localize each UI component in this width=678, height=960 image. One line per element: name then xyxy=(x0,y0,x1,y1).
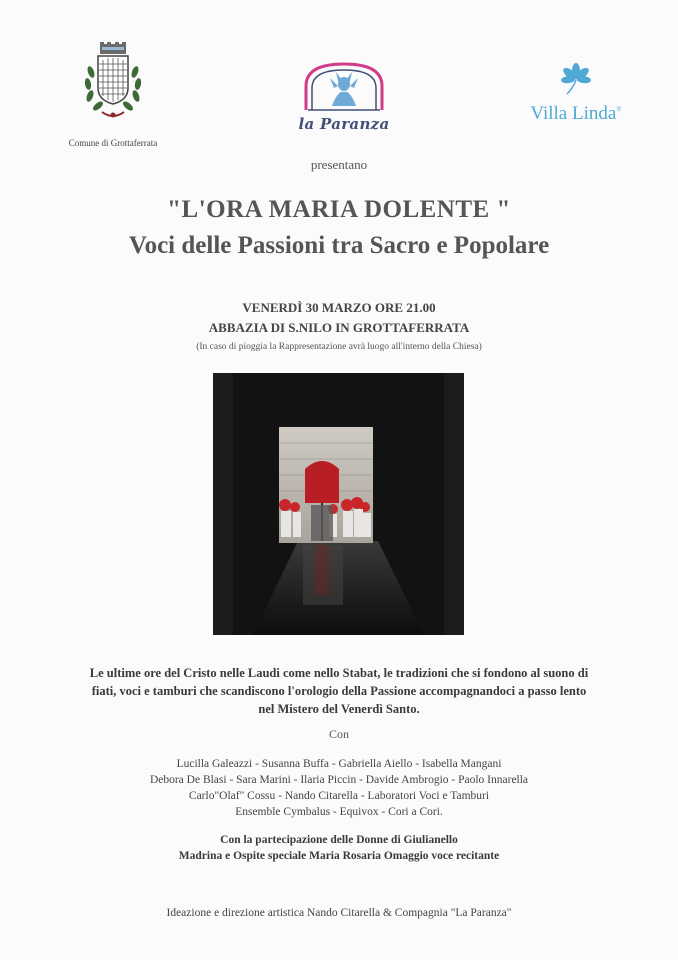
event-venue: ABBAZIA DI S.NILO IN GROTTAFERRATA xyxy=(208,320,470,335)
description-line: fiati, voci e tamburi che scandiscono l'orologio della Passione accompagnandoci a passo lento xyxy=(91,684,587,698)
cast-line: Debora De Blasi - Sara Marini - Ilaria Piccin - Davide Ambrogio - Paolo Innarella xyxy=(149,774,529,786)
flower-icon xyxy=(553,62,599,96)
con-label: Con xyxy=(328,727,349,741)
registered-mark: ® xyxy=(616,105,622,114)
municipality-caption: Comune di Grottaferrata xyxy=(68,138,158,148)
description-line: Le ultime ore del Cristo nelle Laudi come nello Stabat, le tradizioni che si fondono al suono di xyxy=(89,666,589,680)
cast-line: Carlo"Olaf" Cossu - Nando Citarella - Laboratori Voci e Tamburi xyxy=(188,790,490,802)
subtitle: Voci delle Passioni tra Sacro e Popolare xyxy=(128,232,550,259)
participation-line: Con la partecipazione delle Donne di Giulianello xyxy=(220,834,458,846)
event-description xyxy=(40,664,638,718)
presentano-text: presentano xyxy=(310,157,368,172)
villa-linda-brand xyxy=(516,103,636,125)
participation-line: Madrina e Ospite speciale Maria Rosaria Omaggio voce recitante xyxy=(178,850,500,862)
villa-linda-name: Villa Linda xyxy=(530,103,617,124)
main-title: "L'ORA MARIA DOLENTE " xyxy=(167,196,511,223)
event-date: VENERDÌ 30 MARZO ORE 21.00 xyxy=(242,300,436,315)
description-line: nel Mistero del Venerdì Santo. xyxy=(258,702,420,716)
artistic-credits: Ideazione e direzione artistica Nando Citarella & Compagnia "La Paranza" xyxy=(166,907,512,919)
participation-block xyxy=(0,832,678,864)
rain-note: (In caso di pioggia la Rappresentazione avrà luogo all'interno della Chiesa) xyxy=(196,342,482,352)
crest-icon xyxy=(78,42,148,132)
cast-line: Lucilla Galeazzi - Susanna Buffa - Gabriella Aiello - Isabella Mangani xyxy=(176,758,502,770)
villa-linda-logo xyxy=(516,62,636,125)
cast-line: Ensemble Cymbalus - Equivox - Cori a Cori. xyxy=(235,806,443,818)
paranza-emblem-icon xyxy=(302,62,386,112)
cast-list xyxy=(0,756,678,820)
paranza-logo xyxy=(298,62,390,133)
municipality-logo xyxy=(58,42,168,148)
paranza-brand-text: la Paranza xyxy=(298,115,390,133)
church-doorway-photo xyxy=(213,373,464,635)
